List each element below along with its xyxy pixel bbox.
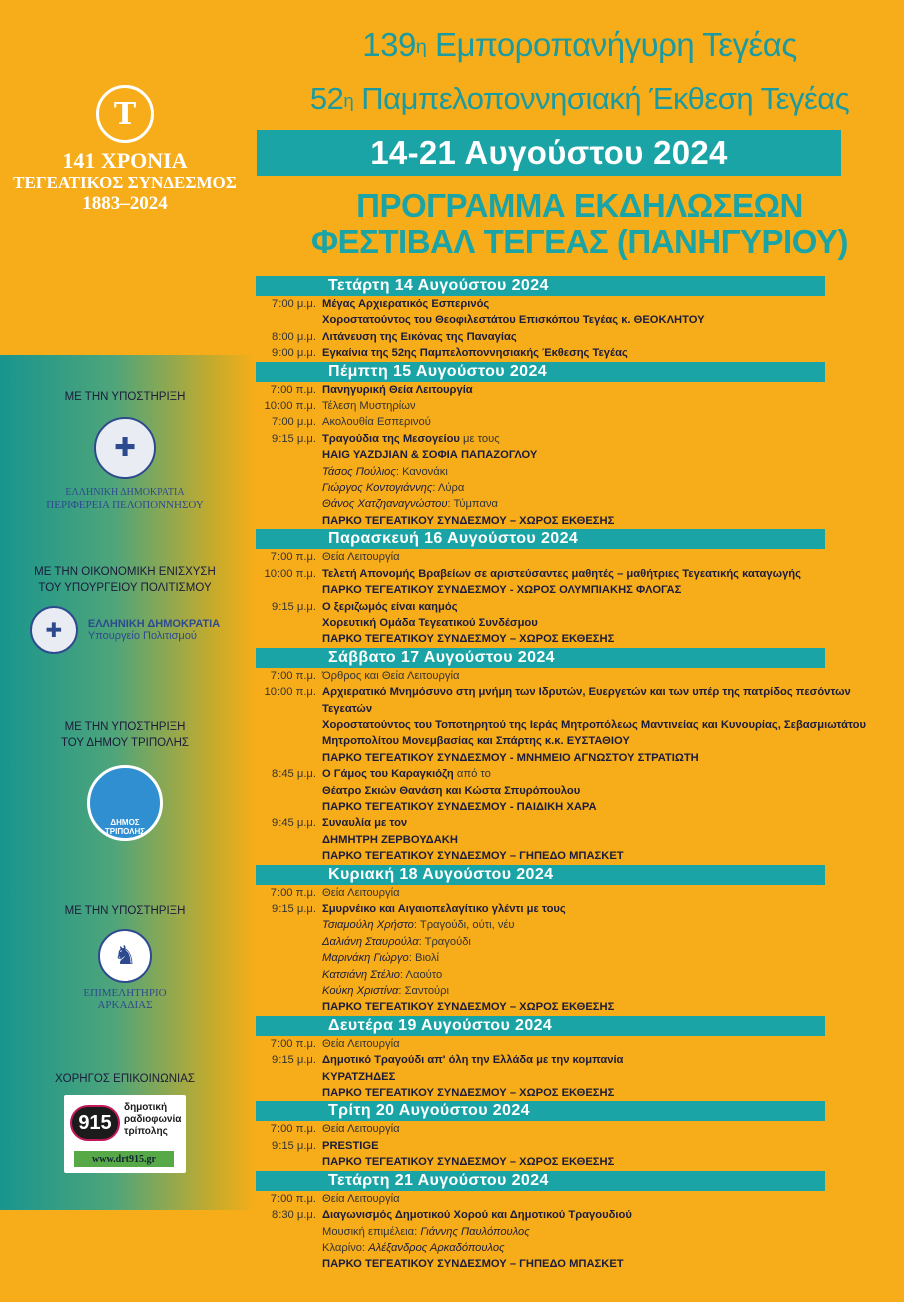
event-text: Χοροστατούντος του Τοποτηρητού της Ιεράς Μητροπόλεως Μαντινείας και Κυνουρίας, Σεβασμιωτάτου Μητροπολίτου Μονεμβασίας και Σπάρτης κ.κ. ΕΥΣΤΑΘΙΟΥ — [322, 718, 866, 748]
event-row — [256, 480, 876, 496]
event-row — [256, 1085, 876, 1101]
event-text: Αλέξανδρος Αρκαδόπουλος — [368, 1241, 505, 1254]
event-row — [256, 1036, 876, 1052]
event-time — [256, 950, 322, 966]
event-text: Πανηγυρική Θεία Λειτουργία — [322, 383, 473, 396]
event-description — [322, 799, 876, 815]
ministry-sub-2: Υπουργείο Πολιτισμού — [87, 630, 197, 642]
day-header: Τετάρτη 14 Αυγούστου 2024 — [256, 276, 825, 296]
chamber-sub-1: ΕΠΙΜΕΛΗΤΗΡΙΟ — [83, 987, 167, 999]
event-time: 7:00 π.μ. — [270, 1123, 316, 1136]
event-time — [256, 480, 322, 496]
event-text: ΠΑΡΚΟ ΤΕΓΕΑΤΙΚΟΥ ΣΥΝΔΕΣΜΟΥ - ΧΩΡΟΣ ΟΛΥΜΠΙΑΚΗΣ ΦΛΟΓΑΣ — [322, 584, 682, 597]
event-row — [256, 1154, 876, 1170]
event-text: ΚΥΡΑΤΖΗΔΕΣ — [322, 1070, 396, 1083]
day-block — [256, 362, 876, 530]
radio-number: 915 — [70, 1105, 120, 1141]
event-text: Ακολουθία Εσπερινού — [322, 416, 431, 429]
event-text: Θάνος Χατζηαναγνώστου — [322, 498, 448, 511]
event-row — [256, 398, 876, 414]
day-header: Σάββατο 17 Αυγούστου 2024 — [256, 648, 825, 668]
event-time: 7:00 μ.μ. — [272, 416, 316, 429]
event-description — [322, 766, 876, 782]
event-time — [256, 464, 322, 480]
event-description — [322, 582, 876, 598]
event-row — [256, 766, 876, 782]
event-time — [256, 1085, 322, 1101]
event-description — [322, 815, 876, 831]
radio-text-2: ραδιοφωνία — [124, 1114, 182, 1125]
event-row — [256, 799, 876, 815]
event-text: Δημοτικό Τραγούδι απ' όλη την Ελλάδα με την κομπανία — [322, 1054, 624, 1067]
event-row — [256, 414, 876, 430]
event-time: 9:45 μ.μ. — [272, 817, 316, 830]
logo-years: 141 ΧΡΟΝΙΑ — [62, 148, 188, 173]
event-row — [256, 1207, 876, 1223]
event-description — [322, 1085, 876, 1101]
event-row — [256, 1256, 876, 1272]
day-block — [256, 648, 876, 865]
event-row — [256, 885, 876, 901]
event-description — [322, 631, 876, 647]
event-description — [322, 345, 876, 361]
sponsor-caption-2: ΤΟΥ ΥΠΟΥΡΓΕΙΟΥ ΠΟΛΙΤΙΣΜΟΥ — [38, 582, 212, 594]
event-time: 9:15 μ.μ. — [272, 1139, 316, 1152]
event-description — [322, 496, 876, 512]
event-schedule — [256, 276, 876, 1273]
day-header: Κυριακή 18 Αυγούστου 2024 — [256, 865, 825, 885]
event-text: Συναυλία με τον — [322, 817, 408, 830]
event-description — [322, 513, 876, 529]
event-time — [256, 1224, 322, 1240]
event-text: με τους — [459, 432, 500, 445]
event-row — [256, 549, 876, 565]
event-time: 8:30 μ.μ. — [272, 1209, 316, 1222]
event-time — [256, 983, 322, 999]
event-row — [256, 312, 876, 328]
event-text: Θεία Λειτουργία — [322, 886, 400, 899]
event-row — [256, 329, 876, 345]
event-time — [256, 312, 322, 328]
radio-text-3: τρίπολης — [124, 1126, 168, 1137]
ministry-sub-1: ΕΛΛΗΝΙΚΗ ΔΗΜΟΚΡΑΤΙΑ — [87, 618, 221, 630]
event-description — [322, 1138, 876, 1154]
event-text: PRESTIGE — [322, 1139, 379, 1152]
event-description — [322, 1224, 876, 1240]
event-time: 9:00 μ.μ. — [272, 347, 316, 360]
radio-text-1: δημοτική — [124, 1102, 168, 1113]
event-row — [256, 382, 876, 398]
sponsor-caption: ΜΕ ΤΗΝ ΥΠΟΣΤΗΡΙΞΗ — [64, 905, 186, 917]
day-header: Παρασκευή 16 Αυγούστου 2024 — [256, 529, 825, 549]
event-time — [256, 917, 322, 933]
event-text: Κλαρίνο: — [322, 1241, 369, 1254]
sponsor-ministry-culture — [0, 564, 250, 654]
event-row — [256, 296, 876, 312]
event-time: 8:00 μ.μ. — [272, 330, 316, 343]
tegea-association-logo — [0, 85, 250, 215]
event-row — [256, 1224, 876, 1240]
event-time — [256, 717, 322, 750]
event-text: Τσιαμούλη Χρήστο — [322, 919, 414, 932]
event-text: : Τύμπανα — [447, 498, 499, 511]
sponsor-caption: ΜΕ ΤΗΝ ΥΠΟΣΤΗΡΙΞΗ — [64, 391, 186, 403]
event-text: Τέλεση Μυστηρίων — [322, 400, 416, 413]
event-time: 9:15 μ.μ. — [272, 432, 316, 445]
event-text: : Τραγούδι — [418, 935, 471, 948]
event-row — [256, 496, 876, 512]
event-description — [322, 1069, 876, 1085]
event-text: Εγκαίνια της 52ης Παμπελοποννησιακής Έκθεσης Τεγέας — [322, 347, 628, 360]
event-text: Όρθρος και Θεία Λειτουργία — [322, 669, 460, 682]
event-time: 7:00 π.μ. — [270, 1192, 316, 1205]
event-text: ΠΑΡΚΟ ΤΕΓΕΑΤΙΚΟΥ ΣΥΝΔΕΣΜΟΥ – ΧΩΡΟΣ ΕΚΘΕΣΗΣ — [322, 1156, 615, 1169]
event-description — [322, 615, 876, 631]
event-text: Θεία Λειτουργία — [322, 551, 400, 564]
event-description — [322, 549, 876, 565]
event-row — [256, 615, 876, 631]
event-text: Θεία Λειτουργία — [322, 1192, 400, 1205]
event-text: ΔΗΜΗΤΡΗ ΖΕΡΒΟΥΔΑΚΗ — [322, 833, 458, 846]
event-text: Μαρινάκη Γιώργο — [322, 952, 409, 965]
event-text: Ο ξεριζωμός είναι καημός — [322, 600, 458, 613]
event-text: Δαλιάνη Σταυρούλα — [322, 935, 419, 948]
event-row — [256, 717, 876, 750]
event-description — [322, 312, 876, 328]
event-text: Θέατρο Σκιών Θανάση και Κώστα Σπυρόπουλου — [322, 784, 581, 797]
event-description — [322, 950, 876, 966]
event-text: : Λύρα — [432, 482, 465, 495]
event-description — [322, 783, 876, 799]
event-text: Γιάννης Παυλόπουλος — [420, 1225, 530, 1238]
arcadia-chamber-seal-icon: ♞ — [98, 929, 152, 983]
event-text: ΠΑΡΚΟ ΤΕΓΕΑΤΙΚΟΥ ΣΥΝΔΕΣΜΟΥ – ΧΩΡΟΣ ΕΚΘΕΣΗΣ — [322, 1087, 615, 1100]
event-description — [322, 967, 876, 983]
event-text: Μουσική επιμέλεια: — [322, 1225, 421, 1238]
event-time: 7:00 π.μ. — [270, 383, 316, 396]
event-time — [256, 1154, 322, 1170]
event-description — [322, 717, 876, 750]
event-time: 10:00 π.μ. — [264, 400, 316, 413]
event-time — [256, 1256, 322, 1272]
sponsor-sub-1: ΕΛΛΗΝΙΚΗ ΔΗΜΟΚΡΑΤΙΑ — [65, 487, 185, 498]
event-text: : Σαντούρι — [398, 985, 450, 998]
day-block — [256, 1171, 876, 1273]
sponsor-tripoli-municipality — [0, 719, 250, 841]
event-description — [322, 398, 876, 414]
event-row — [256, 431, 876, 447]
sponsor-caption-1: ΜΕ ΤΗΝ ΟΙΚΟΝΟΜΙΚΗ ΕΝΙΣΧΥΣΗ — [34, 566, 216, 578]
event-row — [256, 668, 876, 684]
event-text: ΠΑΡΚΟ ΤΕΓΕΑΤΙΚΟΥ ΣΥΝΔΕΣΜΟΥ – ΓΗΠΕΔΟ ΜΠΑΣΚΕΤ — [322, 1258, 624, 1271]
event-description — [322, 599, 876, 615]
greek-republic-seal-icon: ✚ — [94, 417, 156, 479]
day-header: Τετάρτη 21 Αυγούστου 2024 — [256, 1171, 825, 1191]
event-text: Τελετή Απονομής Βραβείων σε αριστεύσαντες μαθητές – μαθήτριες Τεγεατικής καταγωγής — [322, 567, 801, 580]
event-time — [256, 631, 322, 647]
event-time — [256, 447, 322, 463]
event-time — [256, 582, 322, 598]
event-description — [322, 480, 876, 496]
day-block — [256, 1101, 876, 1170]
tripoli-municipality-seal-icon: ΔΗΜΟΣ ΤΡΙΠΟΛΗΣ — [87, 765, 163, 841]
event-time — [256, 967, 322, 983]
event-text: από το — [453, 768, 491, 781]
day-header: Τρίτη 20 Αυγούστου 2024 — [256, 1101, 825, 1121]
title-line-1: $139^\eta$ Εμποροπανήγυρη Τεγέας — [362, 26, 797, 63]
day-block — [256, 1016, 876, 1102]
day-block — [256, 865, 876, 1016]
event-description — [322, 848, 876, 864]
event-time: 7:00 μ.μ. — [272, 298, 316, 310]
event-row — [256, 815, 876, 831]
event-description — [322, 1240, 876, 1256]
event-description — [322, 983, 876, 999]
event-row — [256, 1052, 876, 1068]
event-row — [256, 934, 876, 950]
event-text: Τραγούδια της Μεσογείου — [322, 432, 460, 445]
event-text: Διαγωνισμός Δημοτικού Χορού και Δημοτικού Τραγουδιού — [322, 1209, 632, 1222]
event-time — [256, 750, 322, 766]
event-description — [322, 668, 876, 684]
sponsor-arcadia-chamber — [0, 903, 250, 1011]
event-text: : Τραγούδι, ούτι, νέυ — [413, 919, 515, 932]
event-row — [256, 684, 876, 717]
event-text: ΠΑΡΚΟ ΤΕΓΕΑΤΙΚΟΥ ΣΥΝΔΕΣΜΟΥ - ΜΝΗΜΕΙΟ ΑΓΝΩΣΤΟΥ ΣΤΡΑΤΙΩΤΗ — [322, 751, 699, 764]
event-text: Σμυρνέικο και Αιγαιοπελαγίτικο γλέντι με τους — [322, 903, 566, 915]
event-description — [322, 885, 876, 901]
event-time: 7:00 π.μ. — [270, 886, 316, 899]
sponsor-caption-1: ΜΕ ΤΗΝ ΥΠΟΣΤΗΡΙΞΗ — [64, 721, 186, 733]
event-time: 9:15 μ.μ. — [272, 1054, 316, 1067]
event-row — [256, 1138, 876, 1154]
event-time — [256, 848, 322, 864]
event-row — [256, 999, 876, 1015]
event-row — [256, 1121, 876, 1137]
event-row — [256, 447, 876, 463]
event-description — [322, 447, 876, 463]
radio-logo — [64, 1095, 186, 1173]
event-text: Θεία Λειτουργία — [322, 1037, 400, 1050]
sponsor-sub-2: ΠΕΡΙΦΕΡΕΙΑ ΠΕΛΟΠΟΝΝΗΣΟΥ — [46, 499, 204, 511]
event-time: 10:00 π.μ. — [264, 567, 316, 580]
event-description — [322, 832, 876, 848]
event-row — [256, 1240, 876, 1256]
sponsor-caption-2: ΤΟΥ ΔΗΜΟΥ ΤΡΙΠΟΛΗΣ — [60, 737, 190, 749]
event-text: Τάσος Πούλιος — [322, 465, 396, 478]
event-text: ΠΑΡΚΟ ΤΕΓΕΑΤΙΚΟΥ ΣΥΝΔΕΣΜΟΥ – ΧΩΡΟΣ ΕΚΘΕΣΗΣ — [322, 1001, 615, 1014]
event-text: : Κανονάκι — [395, 465, 448, 478]
event-row — [256, 1069, 876, 1085]
event-row — [256, 848, 876, 864]
event-description — [322, 1121, 876, 1137]
event-text: : Βιολί — [408, 952, 440, 965]
event-text: Χοροστατούντος του Θεοφιλεστάτου Επισκόπου Τεγέας κ. ΘΕΟΚΛΗΤΟΥ — [322, 314, 705, 327]
event-text: ΠΑΡΚΟ ΤΕΓΕΑΤΙΚΟΥ ΣΥΝΔΕΣΜΟΥ – ΧΩΡΟΣ ΕΚΘΕΣΗΣ — [322, 514, 615, 527]
event-row — [256, 967, 876, 983]
event-time — [256, 1069, 322, 1085]
event-row — [256, 582, 876, 598]
event-row — [256, 917, 876, 933]
event-time: 9:15 μ.μ. — [272, 600, 316, 613]
day-header: Δευτέρα 19 Αυγούστου 2024 — [256, 1016, 825, 1036]
event-description — [322, 1036, 876, 1052]
program-title: ΠΡΟΓΡΑΜΜΑ ΕΚΔΗΛΩΣΕΩΝ ΦΕΣΤΙΒΑΛ ΤΕΓΕΑΣ (ΠΑΝΗΓΥΡΙΟΥ) — [311, 187, 848, 260]
title-line-2: $52^\eta$ Παμπελοποννησιακή Έκθεση Τεγέας — [309, 81, 850, 116]
event-time: 10:00 π.μ. — [264, 686, 316, 699]
event-description — [322, 414, 876, 430]
logo-organization: ΤΕΓΕΑΤΙΚΟΣ ΣΥΝΔΕΣΜΟΣ — [13, 173, 237, 192]
event-time — [256, 934, 322, 950]
event-text: ΠΑΡΚΟ ΤΕΓΕΑΤΙΚΟΥ ΣΥΝΔΕΣΜΟΥ - ΠΑΙΔΙΚΗ ΧΑΡΑ — [322, 800, 597, 813]
event-text: ΠΑΡΚΟ ΤΕΓΕΑΤΙΚΟΥ ΣΥΝΔΕΣΜΟΥ – ΓΗΠΕΔΟ ΜΠΑΣΚΕΤ — [322, 850, 624, 863]
event-text: Γιώργος Κοντογιάννης — [322, 482, 433, 495]
event-description — [322, 750, 876, 766]
event-text: Κούκη Χριστίνα — [322, 985, 399, 998]
event-text: ΠΑΡΚΟ ΤΕΓΕΑΤΙΚΟΥ ΣΥΝΔΕΣΜΟΥ – ΧΩΡΟΣ ΕΚΘΕΣΗΣ — [322, 633, 615, 646]
sponsor-radio-915 — [0, 1071, 250, 1173]
event-description — [322, 999, 876, 1015]
chamber-sub-2: ΑΡΚΑΔΙΑΣ — [97, 999, 153, 1011]
event-time — [256, 783, 322, 799]
event-text: Ο Γάμος του Καραγκιόζη — [322, 768, 454, 781]
event-description — [322, 566, 876, 582]
event-row — [256, 464, 876, 480]
logo-year-range: 1883–2024 — [82, 193, 168, 214]
event-row — [256, 599, 876, 615]
event-text: : Λαούτο — [399, 968, 443, 981]
event-description — [322, 1052, 876, 1068]
event-text: Μέγας Αρχιερατικός Εσπερινός — [322, 298, 490, 310]
event-text: Θεία Λειτουργία — [322, 1123, 400, 1136]
day-block — [256, 529, 876, 647]
event-time — [256, 799, 322, 815]
greek-republic-seal-icon: ✚ — [30, 606, 78, 654]
event-description — [322, 1207, 876, 1223]
sponsor-caption: ΧΟΡΗΓΟΣ ΕΠΙΚΟΙΝΩΝΙΑΣ — [55, 1073, 195, 1085]
event-description — [322, 382, 876, 398]
event-description — [322, 431, 876, 447]
radio-url: www.drt915.gr — [74, 1151, 174, 1167]
sponsor-peloponnese-region — [0, 389, 250, 511]
event-description — [322, 1191, 876, 1207]
event-row — [256, 1191, 876, 1207]
laurel-emblem-icon: Τ — [96, 85, 154, 143]
event-time — [256, 615, 322, 631]
event-row — [256, 950, 876, 966]
event-time: 9:15 μ.μ. — [272, 903, 316, 915]
event-description — [322, 684, 876, 717]
event-time — [256, 1240, 322, 1256]
event-row — [256, 983, 876, 999]
event-row — [256, 513, 876, 529]
event-row — [256, 832, 876, 848]
event-text: Χορευτική Ομάδα Τεγεατικού Συνδέσμου — [322, 616, 538, 629]
event-row — [256, 566, 876, 582]
event-time: 7:00 π.μ. — [270, 669, 316, 682]
event-description — [322, 934, 876, 950]
day-header: Πέμπτη 15 Αυγούστου 2024 — [256, 362, 825, 382]
event-description — [322, 1256, 876, 1272]
event-description — [322, 901, 876, 917]
event-time — [256, 832, 322, 848]
event-row — [256, 345, 876, 361]
event-time — [256, 496, 322, 512]
event-description — [322, 329, 876, 345]
event-description — [322, 296, 876, 312]
event-row — [256, 901, 876, 917]
event-row — [256, 783, 876, 799]
date-banner: 14-21 Αυγούστου 2024 — [257, 130, 841, 176]
event-time: 7:00 π.μ. — [270, 551, 316, 564]
day-block — [256, 276, 876, 362]
event-text: Λιτάνευση της Εικόνας της Παναγίας — [322, 330, 517, 343]
event-row — [256, 631, 876, 647]
event-text: Κατσιάνη Στέλιο — [322, 968, 400, 981]
event-row — [256, 750, 876, 766]
event-description — [322, 1154, 876, 1170]
event-text: HAIG YAZDJIAN & ΣΟΦΙΑ ΠΑΠΑΖΟΓΛΟΥ — [322, 449, 538, 462]
event-time — [256, 513, 322, 529]
event-time: 7:00 π.μ. — [270, 1037, 316, 1050]
event-description — [322, 917, 876, 933]
event-description — [322, 464, 876, 480]
event-time — [256, 999, 322, 1015]
event-time: 8:45 μ.μ. — [272, 768, 316, 781]
event-text: Αρχιερατικό Μνημόσυνο στη μνήμη των Ιδρυτών, Ευεργετών και των υπέρ της πατρίδος πεσόντων Τεγεατών — [322, 686, 851, 715]
